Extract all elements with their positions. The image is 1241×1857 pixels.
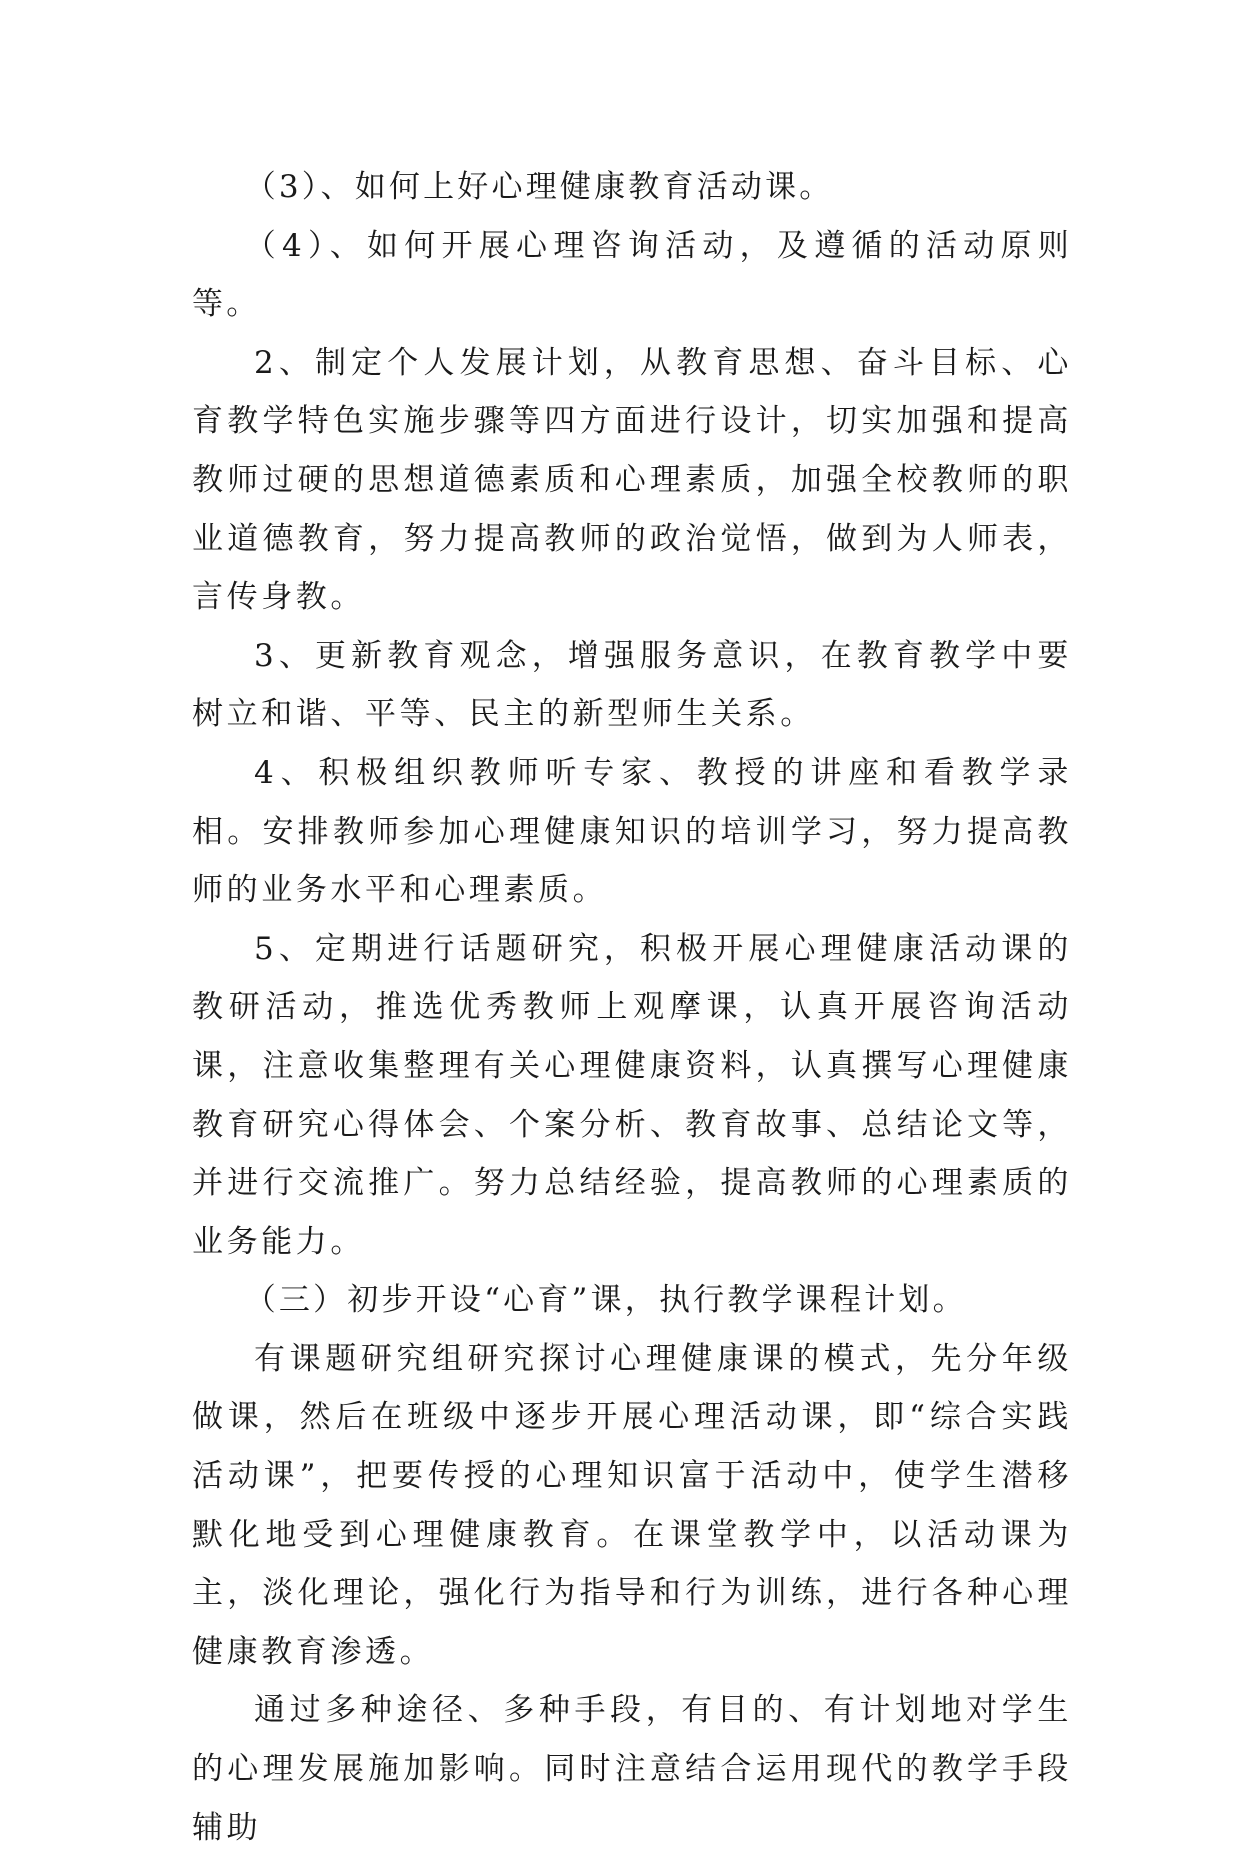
paragraph-item-3: （3）、如何上好心理健康教育活动课。	[244, 169, 834, 205]
section-heading-three: （三）初步开设“心育”课，执行教学课程计划。	[244, 1282, 967, 1319]
paragraph-point-3: 3、更新教育观念，增强服务意识，在教育教学中要树立和谐、平等、民主的新型师生关系。	[192, 637, 1072, 733]
paragraph-point-5: 5、定期进行话题研究，积极开展心理健康活动课的教研活动，推选优秀教师上观摩课，认真开展咨询活动课，注意收集整理有关心理健康资料，认真撰写心理健康教育研究心得体会、个案分析、教育故事、总结论文等，并进行交流推广。努力总结经验，提高教师的心理素质的业务能力。	[192, 930, 1072, 1260]
paragraph-course-model: 有课题研究组研究探讨心理健康课的模式，先分年级做课，然后在班级中逐步开展心理活动课，即“综合实践活动课”，把要传授的心理知识富于活动中，使学生潜移默化地受到心理健康教育。在课堂教学中，以活动课为主，淡化理论，强化行为指导和行为训练，进行各种心理健康教育渗透。	[192, 1340, 1072, 1670]
paragraph-point-2: 2、制定个人发展计划，从教育思想、奋斗目标、心育教学特色实施步骤等四方面进行设计，切实加强和提高教师过硬的思想道德素质和心理素质，加强全校教师的职业道德教育，努力提高教师的政治觉悟，做到为人师表，言传身教。	[192, 344, 1072, 616]
paragraph-methods: 通过多种途径、多种手段，有目的、有计划地对学生的心理发展施加影响。同时注意结合运用现代的教学手段辅助	[192, 1692, 1072, 1846]
paragraph-point-4: 4、积极组织教师听专家、教授的讲座和看教学录相。安排教师参加心理健康知识的培训学习，努力提高教师的业务水平和心理素质。	[192, 754, 1072, 909]
paragraph-item-4: （4）、如何开展心理咨询活动，及遵循的活动原则等。	[192, 227, 1072, 323]
document-body	[192, 158, 1072, 1857]
